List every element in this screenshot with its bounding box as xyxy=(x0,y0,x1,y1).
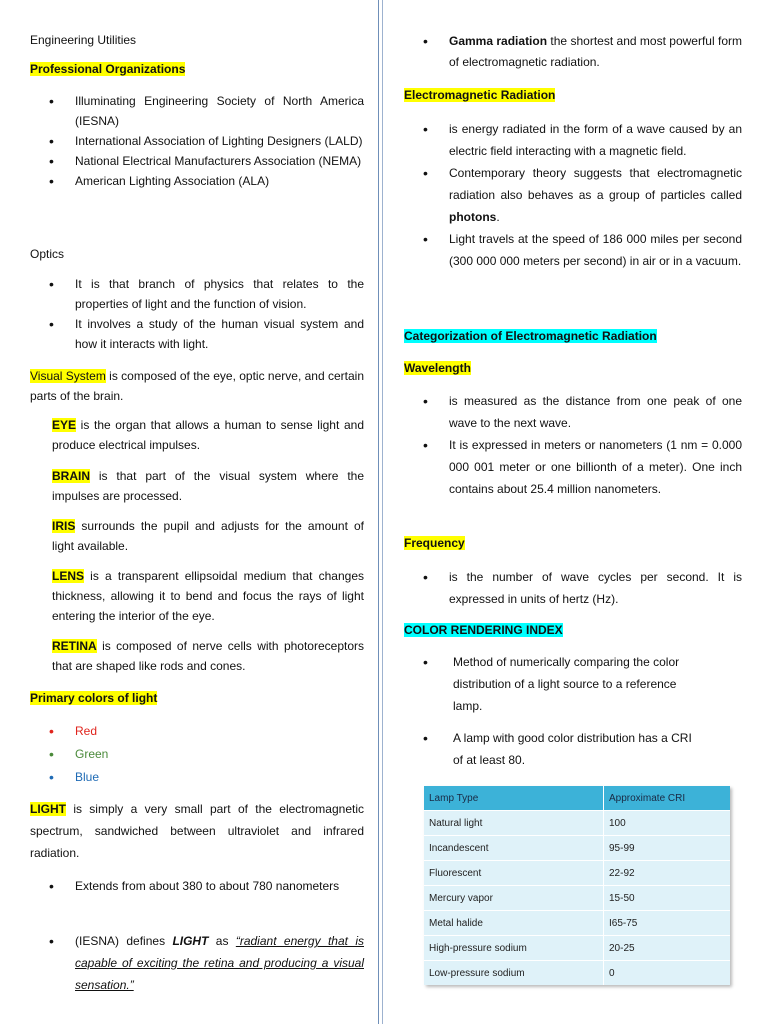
light-paragraph: LIGHT is simply a very small part of the electromagnetic spectrum, sandwiched between ultraviolet and infrared radiation. xyxy=(30,802,364,860)
light-list xyxy=(30,875,364,897)
table-cell: Mercury vapor xyxy=(424,886,604,911)
wavelength-list xyxy=(404,390,742,500)
organizations-list xyxy=(30,91,364,191)
lens-paragraph: LENS is a transparent ellipsoidal medium that changes thickness, allowing it to bend and focus the rays of light entering the interior of the eye. xyxy=(52,569,364,623)
table-cell: 22-92 xyxy=(604,861,731,886)
iris-paragraph: IRIS surrounds the pupil and adjusts for the amount of light available. xyxy=(52,519,364,553)
table-row xyxy=(424,836,730,861)
table-cell: 0 xyxy=(604,961,731,986)
color-green: • Green xyxy=(30,743,364,766)
table-cell: Fluorescent xyxy=(424,861,604,886)
em-radiation-heading: Electromagnetic Radiation xyxy=(404,88,556,102)
list-item: • is energy radiated in the form of a wave caused by an electric field interacting with a magnetic field. xyxy=(404,118,742,162)
iesna-definition-list xyxy=(30,930,364,996)
optics-heading: Optics xyxy=(30,247,65,261)
color-blue: • Blue xyxy=(30,766,364,789)
frequency-list xyxy=(404,566,742,610)
table-cell: High-pressure sodium xyxy=(424,936,604,961)
visual-system-paragraph: Visual System is composed of the eye, optic nerve, and certain parts of the brain. xyxy=(30,369,364,403)
table-cell: Natural light xyxy=(424,811,604,836)
list-item: • Light travels at the speed of 186 000 miles per second (300 000 000 meters per second) in air or in a vacuum. xyxy=(404,228,742,272)
brain-paragraph: BRAIN is that part of the visual system where the impulses are processed. xyxy=(52,469,364,503)
table-cell: 15-50 xyxy=(604,886,731,911)
table-row xyxy=(424,886,730,911)
list-item: • (IESNA) defines LIGHT as “radiant energy that is capable of exciting the retina and producing a visual sensation.” xyxy=(30,930,364,996)
list-item: • A lamp with good color distribution has a CRI of at least 80. xyxy=(404,727,704,771)
column-divider-inner xyxy=(382,0,383,1024)
table-row xyxy=(424,861,730,886)
wavelength-heading: Wavelength xyxy=(404,361,471,375)
table-header: Approximate CRI xyxy=(604,786,731,811)
table-header: Lamp Type xyxy=(424,786,604,811)
light-definition-quote: “radiant energy that is capable of exciting the retina and producing a visual sensation.” xyxy=(75,934,364,992)
list-item: • National Electrical Manufacturers Association (NEMA) xyxy=(30,151,364,171)
list-item: • Gamma radiation the shortest and most powerful form of electromagnetic radiation. xyxy=(404,31,742,73)
table-row xyxy=(424,911,730,936)
list-item: • Method of numerically comparing the color distribution of a light source to a reference lamp. xyxy=(404,651,704,717)
list-item: • is the number of wave cycles per second. It is expressed in units of hertz (Hz). xyxy=(404,566,742,610)
professional-organizations-heading: Professional Organizations xyxy=(30,62,186,76)
primary-colors-heading: Primary colors of light xyxy=(30,691,158,705)
cri-table xyxy=(424,786,730,985)
list-item: • Extends from about 380 to about 780 nanometers xyxy=(30,875,364,897)
list-item: • is measured as the distance from one peak of one wave to the next wave. xyxy=(404,390,742,434)
list-item: • It involves a study of the human visual system and how it interacts with light. xyxy=(30,314,364,354)
column-divider xyxy=(378,0,379,1024)
cri-list xyxy=(404,651,704,717)
light-term: LIGHT xyxy=(30,802,66,816)
categorization-heading: Categorization of Electromagnetic Radiation xyxy=(404,329,657,343)
table-row xyxy=(424,961,730,986)
list-item: • International Association of Lighting Designers (LALD) xyxy=(30,131,364,151)
cri-list-2 xyxy=(404,727,704,771)
list-item: • It is that branch of physics that relates to the properties of light and the function of vision. xyxy=(30,274,364,314)
table-cell: 95-99 xyxy=(604,836,731,861)
list-item: • American Lighting Association (ALA) xyxy=(30,171,364,191)
primary-colors-list xyxy=(30,720,364,789)
list-item: • It is expressed in meters or nanometers (1 nm = 0.000 000 001 meter or one billionth of a meter). One inch contains about 25.4 million nanometers. xyxy=(404,434,742,500)
frequency-heading: Frequency xyxy=(404,536,465,550)
table-row xyxy=(424,811,730,836)
table-cell: 100 xyxy=(604,811,731,836)
list-item: • Illuminating Engineering Society of North America (IESNA) xyxy=(30,91,364,131)
table-cell: Metal halide xyxy=(424,911,604,936)
visual-system-term: Visual System xyxy=(30,369,106,383)
eye-paragraph: EYE is the organ that allows a human to sense light and produce electrical impulses. xyxy=(52,418,364,452)
em-radiation-list xyxy=(404,118,742,272)
cri-heading: COLOR RENDERING INDEX xyxy=(404,623,563,637)
table-cell: Low-pressure sodium xyxy=(424,961,604,986)
cri-table-container xyxy=(424,786,730,985)
table-cell: Incandescent xyxy=(424,836,604,861)
table-row xyxy=(424,936,730,961)
table-header-row xyxy=(424,786,730,811)
color-red: • Red xyxy=(30,720,364,743)
table-cell: I65-75 xyxy=(604,911,731,936)
document-title: Engineering Utilities xyxy=(30,33,137,47)
list-item: • Contemporary theory suggests that electromagnetic radiation also behaves as a group of particles called photons. xyxy=(404,162,742,228)
retina-paragraph: RETINA is composed of nerve cells with photoreceptors that are shaped like rods and cones. xyxy=(52,639,364,673)
table-cell: 20-25 xyxy=(604,936,731,961)
gamma-list xyxy=(404,31,742,73)
optics-list xyxy=(30,274,364,354)
